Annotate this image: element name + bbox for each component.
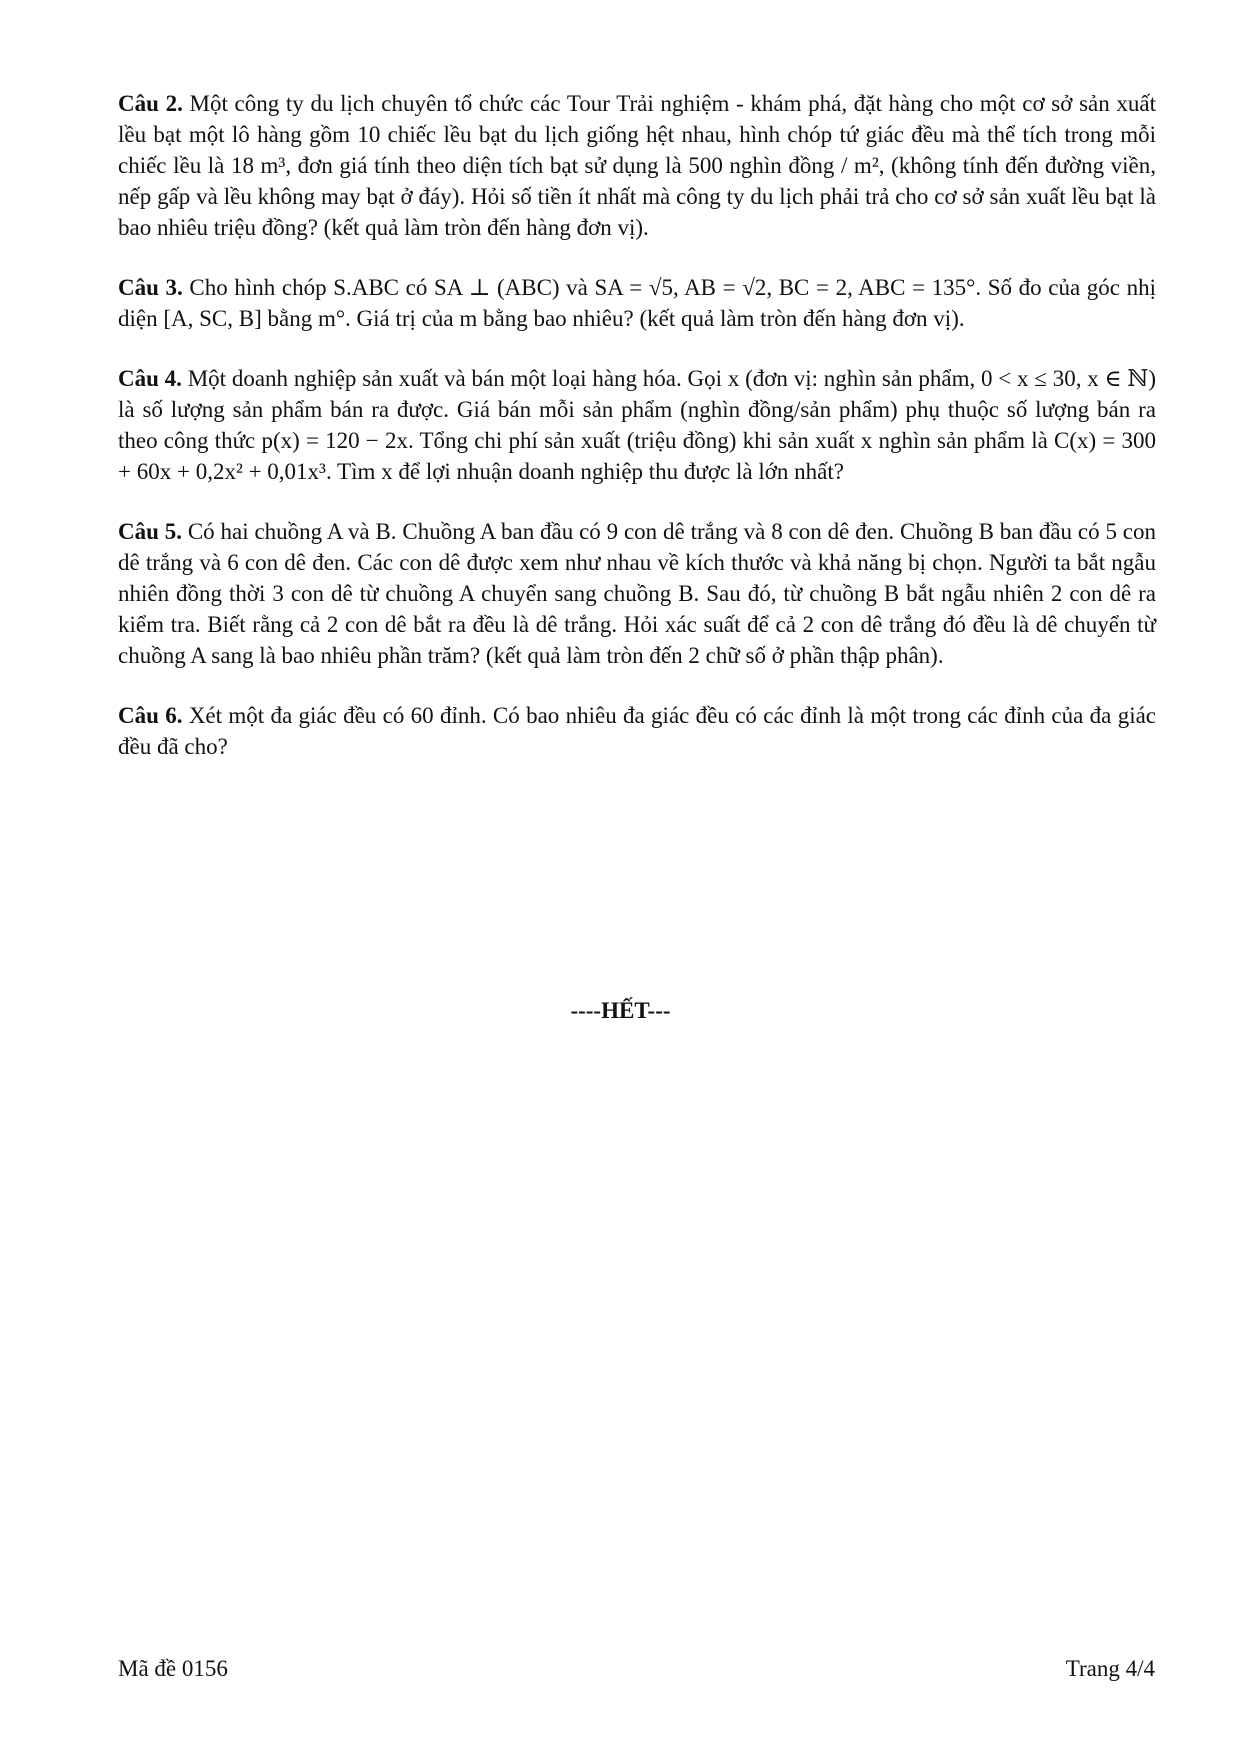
question-label: Câu 3. xyxy=(118,275,183,300)
question-label: Câu 5. xyxy=(118,519,182,544)
end-marker: ----HẾT--- xyxy=(570,998,671,1023)
question-text: Có hai chuồng A và B. Chuồng A ban đầu có 9 con dê trắng và 8 con dê đen. Chuồng B ban đầu có 5 con dê trắng và 6 con dê đen. Các con dê được xem như nhau về kích thước và khả năng bị chọn. Người ta bắt ngẫu nhiên đồng thời 3 con dê từ chuồng A chuyển sang chuồng B. Sau đó, từ chuồng B bắt ngẫu nhiên 2 con dê ra kiểm tra. Biết rằng cả 2 con dê bắt ra đều là dê trắng. Hỏi xác suất để cả 2 con dê trắng đó đều là dê chuyển từ chuồng A sang là bao nhiêu phần trăm? (kết quả làm tròn đến 2 chữ số ở phần thập phân). xyxy=(118,519,1156,668)
page-number: Trang 4/4 xyxy=(1065,1656,1155,1681)
question-label: Câu 2. xyxy=(118,91,183,116)
questions-section xyxy=(118,88,1156,791)
question-text: Một doanh nghiệp sản xuất và bán một loại hàng hóa. Gọi x (đơn vị: nghìn sản phẩm, 0 < x ≤ 30, x ∈ ℕ) là số lượng sản phẩm bán ra được. Giá bán mỗi sản phẩm (nghìn đồng/sản phẩm) phụ thuộc số lượng bán ra theo công thức p(x) = 120 − 2x. Tổng chi phí sản xuất (triệu đồng) khi sản xuất x nghìn sản phẩm là C(x) = 300 + 60x + 0,2x² + 0,01x³. Tìm x để lợi nhuận doanh nghiệp thu được là lớn nhất? xyxy=(118,366,1157,484)
question-text: Một công ty du lịch chuyên tổ chức các Tour Trải nghiệm - khám phá, đặt hàng cho một cơ sở sản xuất lều bạt một lô hàng gồm 10 chiếc lều bạt du lịch giống hệt nhau, hình chóp tứ giác đều mà thể tích trong mỗi chiếc lều là 18 m³, đơn giá tính theo diện tích bạt sử dụng là 500 nghìn đồng / m², (không tính đến đường viền, nếp gấp và lều không may bạt ở đáy). Hỏi số tiền ít nhất mà công ty du lịch phải trả cho cơ sở sản xuất lều bạt là bao nhiêu triệu đồng? (kết quả làm tròn đến hàng đơn vị). xyxy=(118,91,1156,240)
question-6 xyxy=(118,700,1156,762)
question-2 xyxy=(118,88,1156,243)
question-3 xyxy=(118,272,1156,334)
question-text: Xét một đa giác đều có 60 đỉnh. Có bao nhiêu đa giác đều có các đỉnh là một trong các đỉnh của đa giác đều đã cho? xyxy=(118,703,1157,759)
question-label: Câu 6. xyxy=(118,703,183,728)
exam-code: Mã đề 0156 xyxy=(118,1656,228,1681)
question-4 xyxy=(118,363,1156,487)
question-text: Cho hình chóp S.ABC có SA ⊥ (ABC) và SA = √5, AB = √2, BC = 2, ABC = 135°. Số đo của góc nhị diện [A, SC, B] bằng m°. Giá trị của m bằng bao nhiêu? (kết quả làm tròn đến hàng đơn vị). xyxy=(118,275,1157,331)
question-label: Câu 4. xyxy=(118,366,182,391)
question-5 xyxy=(118,516,1156,671)
